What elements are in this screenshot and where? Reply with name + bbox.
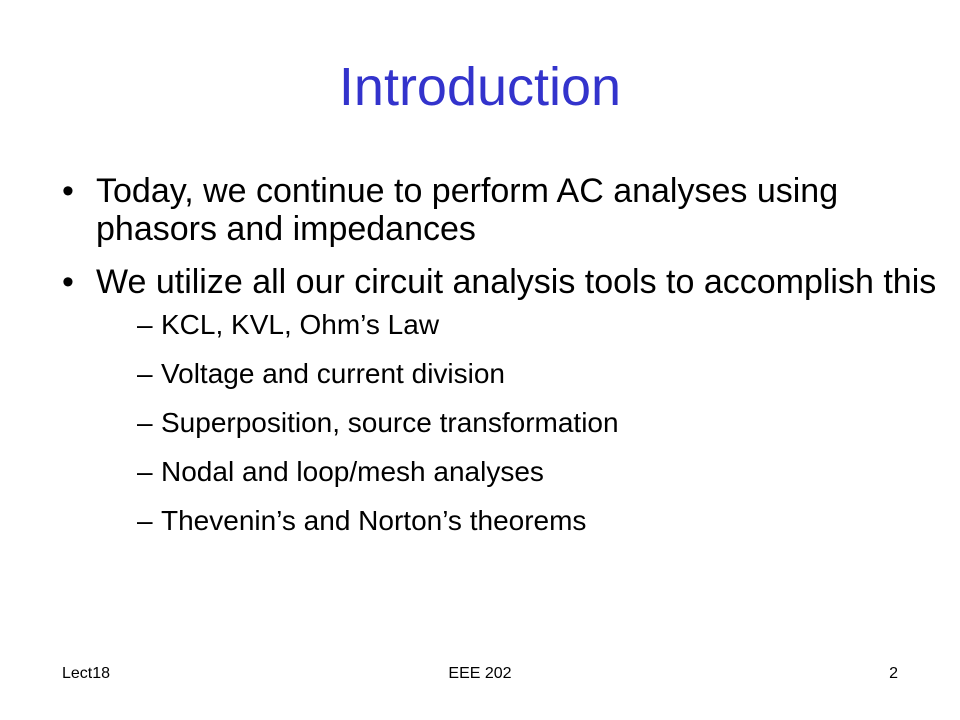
sub-bullet-marker: – [137,358,153,389]
bullet-list [62,172,942,554]
sub-bullet-marker: – [137,505,153,536]
sub-bullet-item [137,407,942,439]
bullet-marker: • [62,172,74,210]
slide-title: Introduction [338,57,622,117]
sub-bullet-item [137,456,942,488]
footer-course-label: EEE 202 [448,665,512,682]
sub-bullet-item [137,505,942,537]
sub-bullet-text: Thevenin’s and Norton’s theorems [161,505,587,536]
bullet-text: Today, we continue to perform AC analyses using phasors and impedances [96,172,839,248]
bullet-text: We utilize all our circuit analysis tools to accomplish this [96,263,937,301]
sub-bullet-item [137,358,942,390]
bullet-marker: • [62,263,74,301]
bullet-item [62,263,942,537]
footer-page-number: 2 [889,665,898,682]
sub-bullet-item [137,309,942,341]
sub-bullet-marker: – [137,407,153,438]
footer-lecture-label: Lect18 [62,665,111,682]
sub-bullet-text: KCL, KVL, Ohm’s Law [161,309,440,340]
sub-bullet-marker: – [137,456,153,487]
sub-bullet-text: Voltage and current division [161,358,505,389]
sub-bullet-marker: – [137,309,153,340]
sub-bullet-text: Nodal and loop/mesh analyses [161,456,544,487]
bullet-item [62,172,942,248]
sub-bullet-list [96,309,942,537]
sub-bullet-text: Superposition, source transformation [161,407,619,438]
